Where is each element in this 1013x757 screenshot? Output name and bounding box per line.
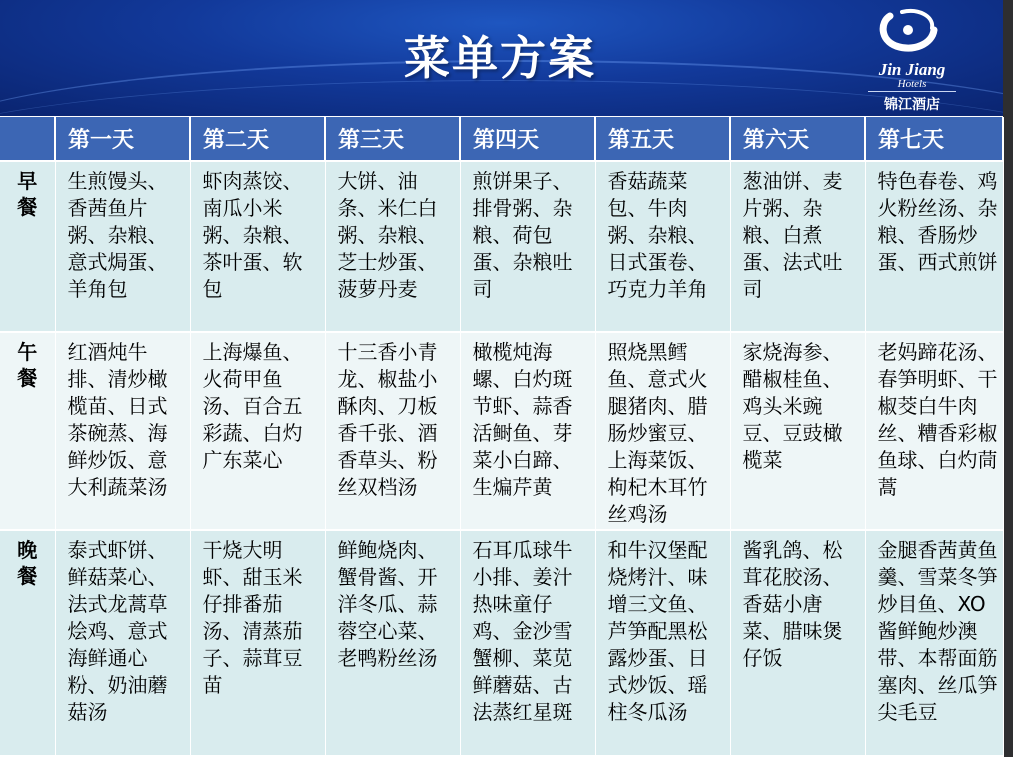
jinjiang-logo <box>862 8 962 112</box>
day-header: 第五天 <box>595 117 730 161</box>
menu-cell: 鲜鲍烧肉、蟹骨酱、开洋冬瓜、蒜蓉空心菜、老鸭粉丝汤 <box>325 530 460 756</box>
meal-label <box>0 332 55 531</box>
breakfast-row <box>0 161 1003 332</box>
logo-brand-text: Jin Jiang <box>878 60 946 79</box>
logo-chinese-name: 锦江酒店 <box>884 97 940 113</box>
header-banner <box>0 0 1003 116</box>
menu-cell: 家烧海参、醋椒桂鱼、鸡头米豌豆、豆豉橄榄菜 <box>730 332 865 531</box>
logo-sub-text: Hotels <box>897 78 927 90</box>
menu-cell: 老妈蹄花汤、春笋明虾、干椒茭白牛肉丝、糟香彩椒鱼球、白灼茼蒿 <box>865 332 1003 531</box>
menu-cell: 干烧大明虾、甜玉米仔排番茄汤、清蒸茄子、蒜茸豆苗 <box>190 530 325 756</box>
day-header: 第四天 <box>460 117 595 161</box>
page-title: 菜单方案 <box>404 31 596 85</box>
menu-cell: 和牛汉堡配烧烤汁、味增三文鱼、芦笋配黑松露炒蛋、日式炒饭、瑶柱冬瓜汤 <box>595 530 730 756</box>
menu-cell: 葱油饼、麦片粥、杂粮、白煮蛋、法式吐司 <box>730 161 865 332</box>
menu-table <box>0 117 1004 757</box>
meal-label <box>0 161 55 332</box>
menu-cell: 虾肉蒸饺、南瓜小米粥、杂粮、茶叶蛋、软包 <box>190 161 325 332</box>
menu-cell: 香菇蔬菜包、牛肉粥、杂粮、日式蛋卷、巧克力羊角 <box>595 161 730 332</box>
day-header-row <box>0 117 1003 161</box>
day-header: 第三天 <box>325 117 460 161</box>
meal-label <box>0 530 55 756</box>
meal-label-text: 晚餐 <box>17 538 38 589</box>
day-header: 第一天 <box>55 117 190 161</box>
menu-cell: 十三香小青龙、椒盐小酥肉、刀板香千张、酒香草头、粉丝双档汤 <box>325 332 460 531</box>
menu-cell: 金腿香茜黄鱼羹、雪菜冬笋炒目鱼、XO酱鲜鲍炒澳带、本帮面筋塞肉、丝瓜笋尖毛豆 <box>865 530 1003 756</box>
menu-cell: 橄榄炖海螺、白灼斑节虾、蒜香活鲥鱼、芽菜小白蹄、生煸芹黄 <box>460 332 595 531</box>
meal-label-text: 午餐 <box>17 339 38 390</box>
menu-cell: 特色春卷、鸡火粉丝汤、杂粮、香肠炒蛋、西式煎饼 <box>865 161 1003 332</box>
menu-cell: 石耳瓜球牛小排、姜汁热味童仔鸡、金沙雪蟹柳、菜苋鲜蘑菇、古法蒸红星斑 <box>460 530 595 756</box>
menu-cell: 红酒炖牛排、清炒橄榄苗、日式茶碗蒸、海鲜炒饭、意大利蔬菜汤 <box>55 332 190 531</box>
dinner-row <box>0 530 1003 756</box>
menu-cell: 上海爆鱼、火荷甲鱼汤、百合五彩蔬、白灼广东菜心 <box>190 332 325 531</box>
day-header: 第二天 <box>190 117 325 161</box>
corner-cell <box>0 117 55 161</box>
menu-cell: 煎饼果子、排骨粥、杂粮、荷包蛋、杂粮吐司 <box>460 161 595 332</box>
jinjiang-logo-icon <box>862 8 962 60</box>
logo-divider <box>868 91 956 92</box>
menu-cell: 泰式虾饼、鲜菇菜心、法式龙蒿草烩鸡、意式海鲜通心粉、奶油蘑菇汤 <box>55 530 190 756</box>
window-edge-bar <box>1003 0 1013 757</box>
day-header: 第七天 <box>865 117 1003 161</box>
menu-cell: 大饼、油条、米仁白粥、杂粮、芝士炒蛋、菠萝丹麦 <box>325 161 460 332</box>
lunch-row <box>0 332 1003 531</box>
menu-cell: 照烧黑鳕鱼、意式火腿猪肉、腊肠炒蜜豆、上海菜饭、枸杞木耳竹丝鸡汤 <box>595 332 730 531</box>
menu-cell: 生煎馒头、香茜鱼片粥、杂粮、意式焗蛋、羊角包 <box>55 161 190 332</box>
meal-label-text: 早餐 <box>17 169 38 219</box>
menu-cell: 酱乳鸽、松茸花胶汤、香菇小唐菜、腊味煲仔饭 <box>730 530 865 756</box>
day-header: 第六天 <box>730 117 865 161</box>
